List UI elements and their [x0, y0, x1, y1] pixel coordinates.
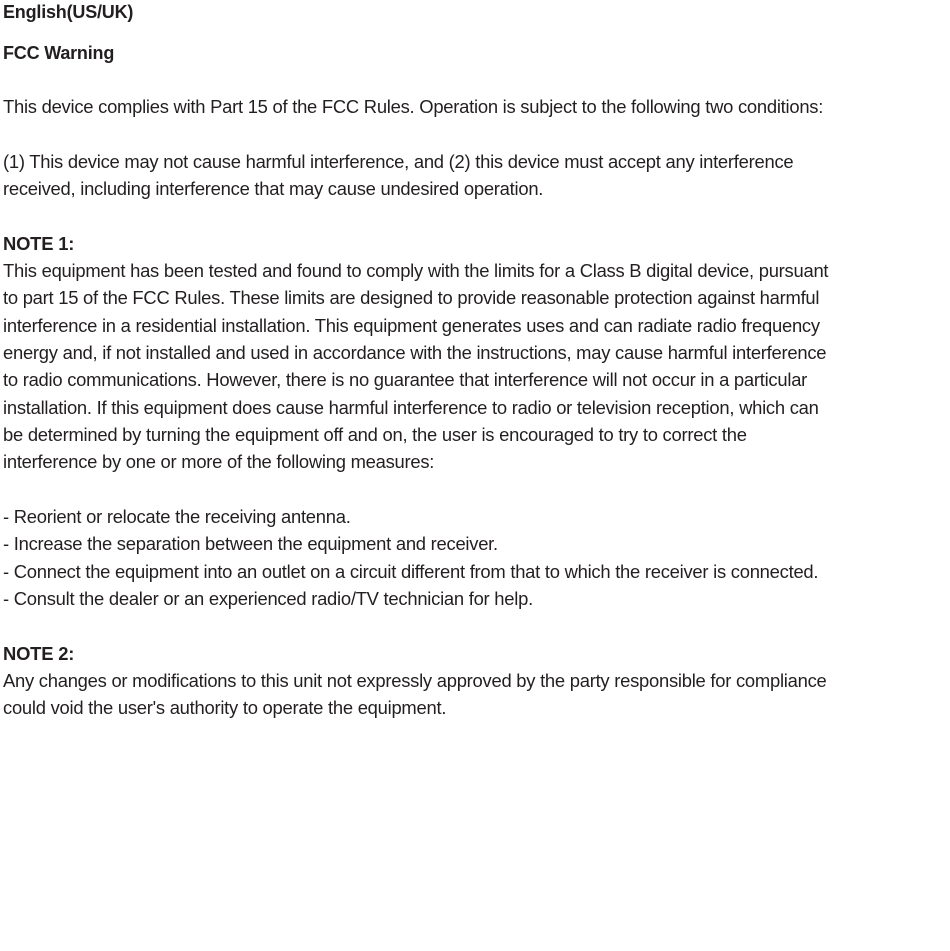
measure-item: - Reorient or relocate the receiving antenna.: [3, 506, 351, 527]
note1-line: energy and, if not installed and used in accordance with the instructions, may cause harmful interference: [3, 342, 827, 363]
note1-line: interference in a residential installation. This equipment generates uses and can radiate radio frequency: [3, 315, 820, 336]
note1-line: installation. If this equipment does cause harmful interference to radio or television reception, which can: [3, 397, 819, 418]
note1-line: be determined by turning the equipment off and on, the user is encouraged to try to correct the: [3, 424, 747, 445]
note2-title: NOTE 2:: [3, 643, 75, 664]
note2-line: could void the user's authority to operate the equipment.: [3, 697, 447, 718]
note1-line: interference by one or more of the following measures:: [3, 451, 435, 472]
note1-title: NOTE 1:: [3, 233, 75, 254]
conditions-line-1: (1) This device may not cause harmful interference, and (2) this device must accept any interference: [3, 151, 794, 172]
fcc-warning-heading: FCC Warning: [3, 43, 115, 63]
measure-item: - Increase the separation between the equipment and receiver.: [3, 533, 498, 554]
measure-item: - Connect the equipment into an outlet on a circuit different from that to which the receiver is connected.: [3, 561, 819, 582]
measure-item: - Consult the dealer or an experienced radio/TV technician for help.: [3, 588, 533, 609]
language-label: English(US/UK): [3, 2, 134, 22]
note2-line: Any changes or modifications to this unit not expressly approved by the party responsible for compliance: [3, 670, 827, 691]
intro-paragraph: This device complies with Part 15 of the FCC Rules. Operation is subject to the following two conditions:: [3, 96, 824, 117]
conditions-line-2: received, including interference that may cause undesired operation.: [3, 178, 544, 199]
note1-line: to part 15 of the FCC Rules. These limits are designed to provide reasonable protection against harmful: [3, 287, 820, 308]
note1-line: to radio communications. However, there is no guarantee that interference will not occur in a particular: [3, 369, 808, 390]
note1-line: This equipment has been tested and found to comply with the limits for a Class B digital device, pursuant: [3, 260, 829, 281]
